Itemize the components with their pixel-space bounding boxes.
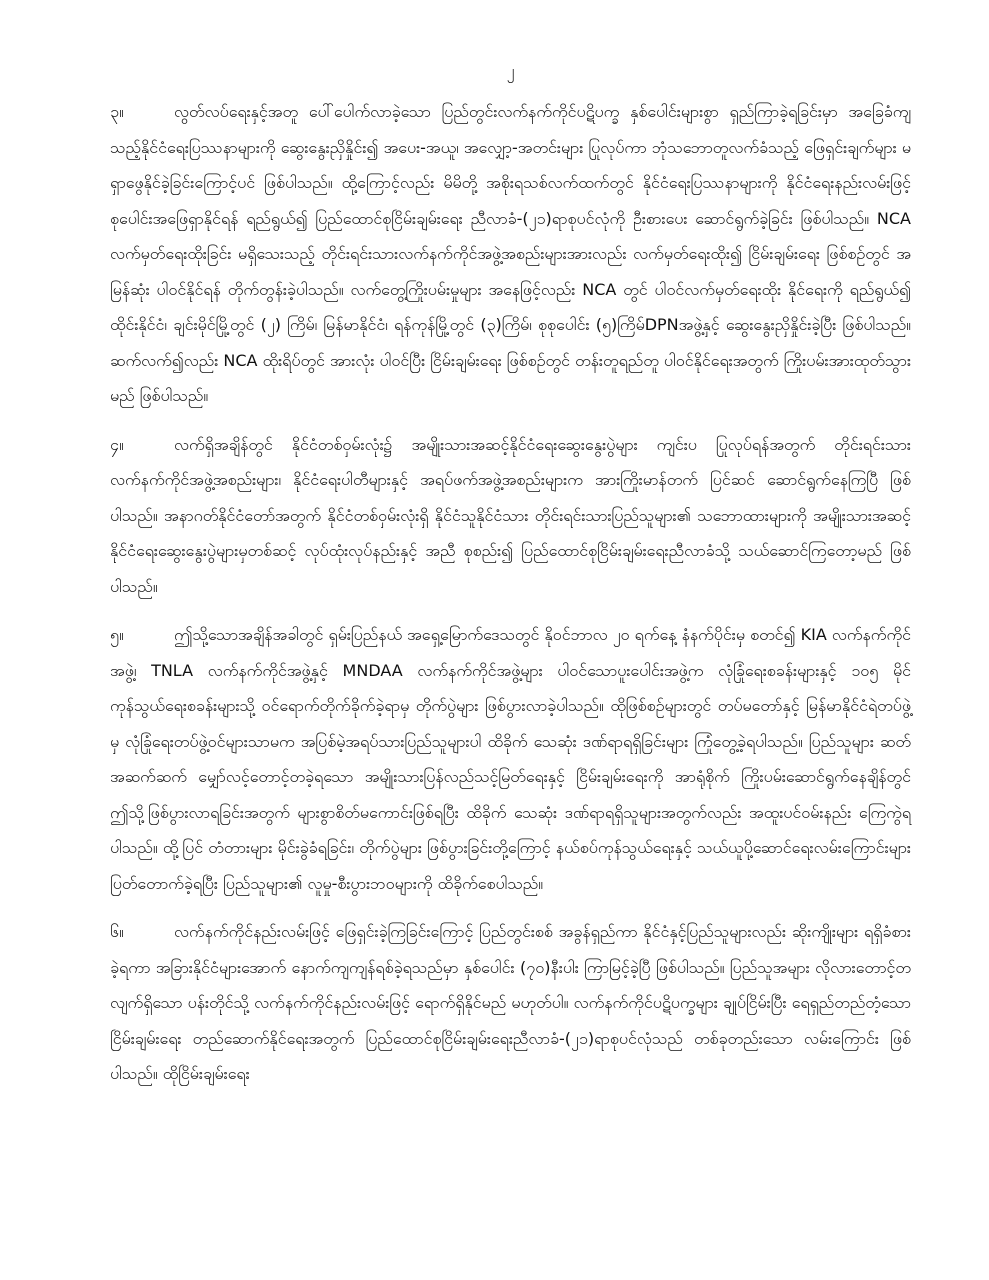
paragraph-text: လက်နက်ကိုင်နည်းလမ်းဖြင့် ဖြေရှင်းခဲ့ကြခြင်းကြောင့် ပြည်တွင်းစစ် အခွန်ရှည်ကာ နိုင်ငံနှင့်ပြည်သူများလည်း ဆိုးကျိုးများ ရရှိခံစားခဲ့ရကာ အခြားနိုင်ငံများအောက် နောက်ကျကျန်ရစ်ခဲ့ရသည်မှာ နှစ်ပေါင်း (၇၀)နီးပါး ကြာမြင့်ခဲ့ပြီ ဖြစ်ပါသည်။ ပြည်သူအများ လိုလားတောင့်တလျက်ရှိသော ပန်းတိုင်သို့ လက်နက်ကိုင်နည်းလမ်းဖြင့် ရောက်ရှိနိုင်မည် မဟုတ်ပါ။ လက်နက်ကိုင်ပဋိပက္ခများ ချုပ်ငြိမ်းပြီး ရေရှည်တည်တံ့သော ငြိမ်းချမ်းရေး တည်ဆောက်နိုင်ရေးအတွက် ပြည်ထောင်စုငြိမ်းချမ်းရေးညီလာခံ-(၂၁)ရာစုပင်လုံသည် တစ်ခုတည်းသော လမ်းကြောင်း ဖြစ်ပါသည်။ ထိုငြိမ်းချမ်းရေး [110,922,911,1083]
paragraph-5 [110,617,911,901]
paragraph-text: လွတ်လပ်ရေးနှင့်အတူ ပေါ်ပေါက်လာခဲ့သော ပြည်တွင်းလက်နက်ကိုင်ပဋိပက္ခ နှစ်ပေါင်းများစွာ ရှည်ကြာခဲ့ရခြင်းမှာ အခြေခံကျသည့်နိုင်ငံရေးပြဿနာများကို ဆွေးနွေးညှိနှိုင်း၍ အပေး-အယူ၊ အလျှော့-အတင်းများ ပြုလုပ်ကာ ဘုံသဘောတူလက်ခံသည့် ဖြေရှင်းချက်များ မရှာဖွေနိုင်ခဲ့ခြင်းကြောင့်ပင် ဖြစ်ပါသည်။ ထို့ကြောင့်လည်း မိမိတို့ အစိုးရသစ်လက်ထက်တွင် နိုင်ငံရေးပြဿနာများကို နိုင်ငံရေးနည်းလမ်းဖြင့် စုပေါင်းအဖြေရှာနိုင်ရန် ရည်ရွယ်၍ ပြည်ထောင်စုငြိမ်းချမ်းရေး ညီလာခံ-(၂၁)ရာစုပင်လုံကို ဦးစားပေး ဆောင်ရွက်ခဲ့ခြင်း ဖြစ်ပါသည်။ NCA လက်မှတ်ရေးထိုးခြင်း မရှိသေးသည့် တိုင်းရင်းသားလက်နက်ကိုင်အဖွဲ့အစည်းများအားလည်း လက်မှတ်ရေးထိုး၍ ငြိမ်းချမ်းရေး ဖြစ်စဉ်တွင် အမြန်ဆုံး ပါဝင်နိုင်ရန် တိုက်တွန်းခဲ့ပါသည်။ လက်တွေ့ကြိုးပမ်းမှုများ အနေဖြင့်လည်း NCA တွင် ပါဝင်လက်မှတ်ရေးထိုး နိုင်ရေးကို ရည်ရွယ်၍ ထိုင်းနိုင်ငံ၊ ချင်းမိုင်မြို့တွင် (၂) ကြိမ်၊ မြန်မာနိုင်ငံ၊ ရန်ကုန်မြို့တွင် (၃)ကြိမ်၊ စုစုပေါင်း (၅)ကြိမ်DPNအဖွဲ့နှင့် ဆွေးနွေးညှိနှိုင်းခဲ့ပြီး ဖြစ်ပါသည်။ ဆက်လက်၍လည်း NCA ထိုးရိပ်တွင် အားလုံး ပါဝင်ပြီး ငြိမ်းချမ်းရေး ဖြစ်စဉ်တွင် တန်းတူရည်တူ ပါဝင်နိုင်ရေးအတွက် ကြိုးပမ်းအားထုတ်သွားမည် ဖြစ်ပါသည်။ [110,102,911,405]
paragraph-number: ၆။ [110,922,124,941]
paragraph-6 [110,914,911,1092]
paragraph-text: ဤသို့သောအချိန်အခါတွင် ရှမ်းပြည်နယ် အရှေ့မြောက်ဒေသတွင် နိုဝင်ဘာလ ၂၀ ရက်နေ့ နံနက်ပိုင်းမှ စတင်၍ KIA လက်နက်ကိုင်အဖွဲ့၊ TNLA လက်နက်ကိုင်အဖွဲ့နှင့် MNDAA လက်နက်ကိုင်အဖွဲ့များ ပါဝင်သောပူးပေါင်းအဖွဲ့က လုံခြုံရေးစခန်းများနှင့် ၁၀၅ မိုင် ကုန်သွယ်ရေးစခန်းများသို့ ဝင်ရောက်တိုက်ခိုက်ခဲ့ရာမှ တိုက်ပွဲများ ဖြစ်ပွားလာခဲ့ပါသည်။ ထိုဖြစ်စဉ်များတွင် တပ်မတော်နှင့် မြန်မာနိုင်ငံရဲတပ်ဖွဲ့မှ လုံခြုံရေးတပ်ဖွဲ့ဝင်များသာမက အပြစ်မဲ့အရပ်သားပြည်သူများပါ ထိခိုက် သေဆုံး ဒဏ်ရာရရှိခြင်းများ ကြုံတွေ့ခဲ့ရပါသည်။ ပြည်သူများ ဆတ်အဆက်ဆက် မျှော်လင့်တောင့်တခဲ့ရသော အမျိုးသားပြန်လည်သင့်မြတ်ရေးနှင့် ငြိမ်းချမ်းရေးကို အာရုံစိုက် ကြိုးပမ်းဆောင်ရွက်နေချိန်တွင် ဤသို့ဖြစ်ပွားလာရခြင်းအတွက် များစွာစိတ်မကောင်းဖြစ်ရပြီး ထိခိုက် သေဆုံး ဒဏ်ရာရရှိသူများအတွက်လည်း အထူးပင်ဝမ်းနည်း ကြေကွဲရပါသည်။ ထို့ပြင် တံတားများ မိုင်းခွဲခံရခြင်း၊ တိုက်ပွဲများ ဖြစ်ပွားခြင်းတို့ကြောင့် နယ်စပ်ကုန်သွယ်ရေးနှင့် သယ်ယူပို့ဆောင်ရေးလမ်းကြောင်းများ ပြတ်တောက်ခဲ့ရပြီး ပြည်သူများ၏ လူမှု-စီးပွားဘဝများကို ထိခိုက်စေပါသည်။ [110,625,911,893]
paragraph-3 [110,94,911,414]
paragraph-number: ၅။ [110,625,124,644]
paragraph-number: ၄။ [110,434,124,454]
paragraph-number: ၃။ [110,102,124,121]
paragraph-text: လက်ရှိအချိန်တွင် နိုင်ငံတစ်ဝှမ်းလုံး၌ အမျိုးသားအဆင့်နိုင်ငံရေးဆွေးနွေးပွဲများ ကျင်းပ ပြုလုပ်ရန်အတွက် တိုင်းရင်းသားလက်နက်ကိုင်အဖွဲ့အစည်းများ၊ နိုင်ငံရေးပါတီများနှင့် အရပ်ဖက်အဖွဲ့အစည်းများက အားကြိုးမာန်တက် ပြင်ဆင် ဆောင်ရွက်နေကြပြီ ဖြစ်ပါသည်။ အနာဂတ်နိုင်ငံတော်အတွက် နိုင်ငံတစ်ဝှမ်းလုံးရှိ နိုင်ငံသူနိုင်ငံသား တိုင်းရင်းသားပြည်သူများ၏ သဘောထားများကို အမျိုးသားအဆင့်နိုင်ငံရေးဆွေးနွေးပွဲများမှတစ်ဆင့် လုပ်ထုံးလုပ်နည်းနှင့် အညီ စုစည်း၍ ပြည်ထောင်စုငြိမ်းချမ်းရေးညီလာခံသို့ သယ်ဆောင်ကြတော့မည် ဖြစ်ပါသည်။ [110,434,911,596]
page-number: ၂ [506,61,515,80]
paragraph-4 [110,427,911,605]
